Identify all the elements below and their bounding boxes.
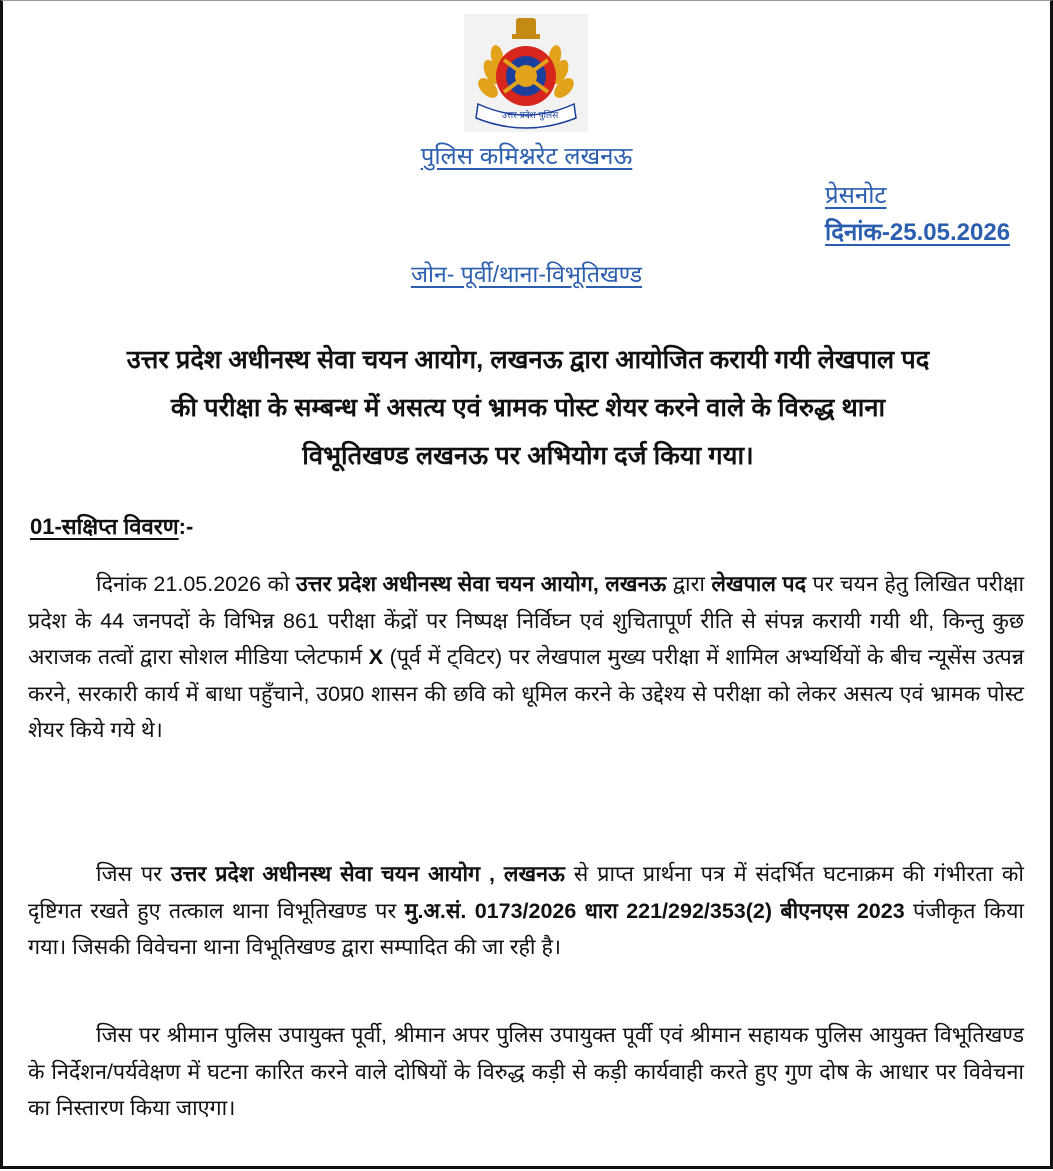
headline-line-1: उत्तर प्रदेश अधीनस्थ सेवा चयन आयोग, लखनऊ द्वारा आयोजित करायी गयी लेखपाल पद bbox=[126, 346, 930, 374]
section-heading bbox=[30, 511, 193, 541]
up-police-logo bbox=[464, 14, 588, 132]
para2-bold-case-number: मु.अ.सं. 0173/2026 धारा 221/292/353(2) बीएनएस 2023 bbox=[404, 898, 905, 923]
para1-bold-post: लेखपाल पद bbox=[711, 572, 807, 596]
paragraph-fir bbox=[28, 856, 1024, 966]
para1-bold-commission: उत्तर प्रदेश अधीनस्थ सेवा चयन आयोग, लखनऊ bbox=[295, 572, 667, 596]
section-suffix: :- bbox=[178, 514, 194, 539]
para1-text-1: दिनांक 21.05.2026 को bbox=[96, 572, 296, 596]
para2-text-3: पंजीकृत किया गया। जिसकी विवेचना थाना विभूतिखण्ड द्वारा सम्पादित की जा रही है। bbox=[28, 898, 1024, 959]
para1-text-3: पर चयन हेतु लिखित परीक्षा प्रदेश के 44 जनपदों के विभिन्न 861 परीक्षा केंद्रों पर निष्पक्ष निर्विघ्न एवं शुचितापूर्ण रीति से संपन्न करायी गयी थी, किन्तु कुछ अराजक तत्वों द्वारा सोशल मीडिया प्लेटफार्म bbox=[28, 572, 1025, 669]
para2-text-2: से प्राप्त प्रार्थना पत्र में संदर्भित घटनाक्रम की गंभीरता को दृष्टिगत रखते हुए तत्काल थाना विभूतिखण्ड पर bbox=[28, 862, 1025, 923]
logo-ribbon-text: उत्तर प्रदेश पुलिस bbox=[502, 111, 559, 121]
paragraph-summary bbox=[28, 566, 1024, 749]
headline-line-2: की परीक्षा के सम्बन्ध में असत्य एवं भ्रामक पोस्ट शेयर करने वाले के विरुद्ध थाना bbox=[170, 394, 886, 422]
press-note-label: प्रेसनोट bbox=[825, 182, 887, 209]
zone-station: जोन- पूर्वी/थाना-विभूतिखण्ड bbox=[410, 261, 643, 287]
press-note-date: दिनांक-25.05.2026 bbox=[825, 219, 1011, 246]
para1-bold-platform: X bbox=[368, 645, 384, 669]
up-police-emblem-icon bbox=[464, 14, 588, 132]
paragraph-action: जिस पर श्रीमान पुलिस उपायुक्त पूर्वी, श्रीमान अपर पुलिस उपायुक्त पूर्वी एवं श्रीमान सहायक पुलिस आयुक्त विभूतिखण्ड के निर्देशन/पर्यवेक्षण में घटना कारित करने वाले दोषियों के विरुद्ध कड़ी से कड़ी कार्यवाही करते हुए गुण दोष के आधार पर विवेचना का निस्तारण किया जाएगा। bbox=[28, 1023, 1024, 1120]
para2-bold-commission: उत्तर प्रदेश अधीनस्थ सेवा चयन आयोग , लखनऊ bbox=[170, 862, 565, 886]
para2-text-1: जिस पर bbox=[96, 862, 171, 886]
para1-text-2: द्वारा bbox=[666, 572, 712, 596]
para1-text-4: (पूर्व में ट्विटर) पर लेखपाल मुख्य परीक्षा में शामिल अभ्यर्थियों के बीच न्यूसेंस उत्पन्न करने, सरकारी कार्य में बाधा पहुँचाने, उ0प्र0 शासन की छवि को धूमिल करने के उद्देश्य से परीक्षा को लेकर असत्य एवं भ्रामक पोस्ट शेयर किये गये थे। bbox=[28, 645, 1025, 742]
department-name: पुलिस कमिश्नरेट लखनऊ bbox=[420, 143, 633, 170]
section-title: 01-सक्षिप्त विवरण bbox=[30, 514, 179, 539]
headline-line-3: विभूतिखण्ड लखनऊ पर अभियोग दर्ज किया गया। bbox=[302, 442, 754, 470]
headline bbox=[18, 336, 1038, 480]
